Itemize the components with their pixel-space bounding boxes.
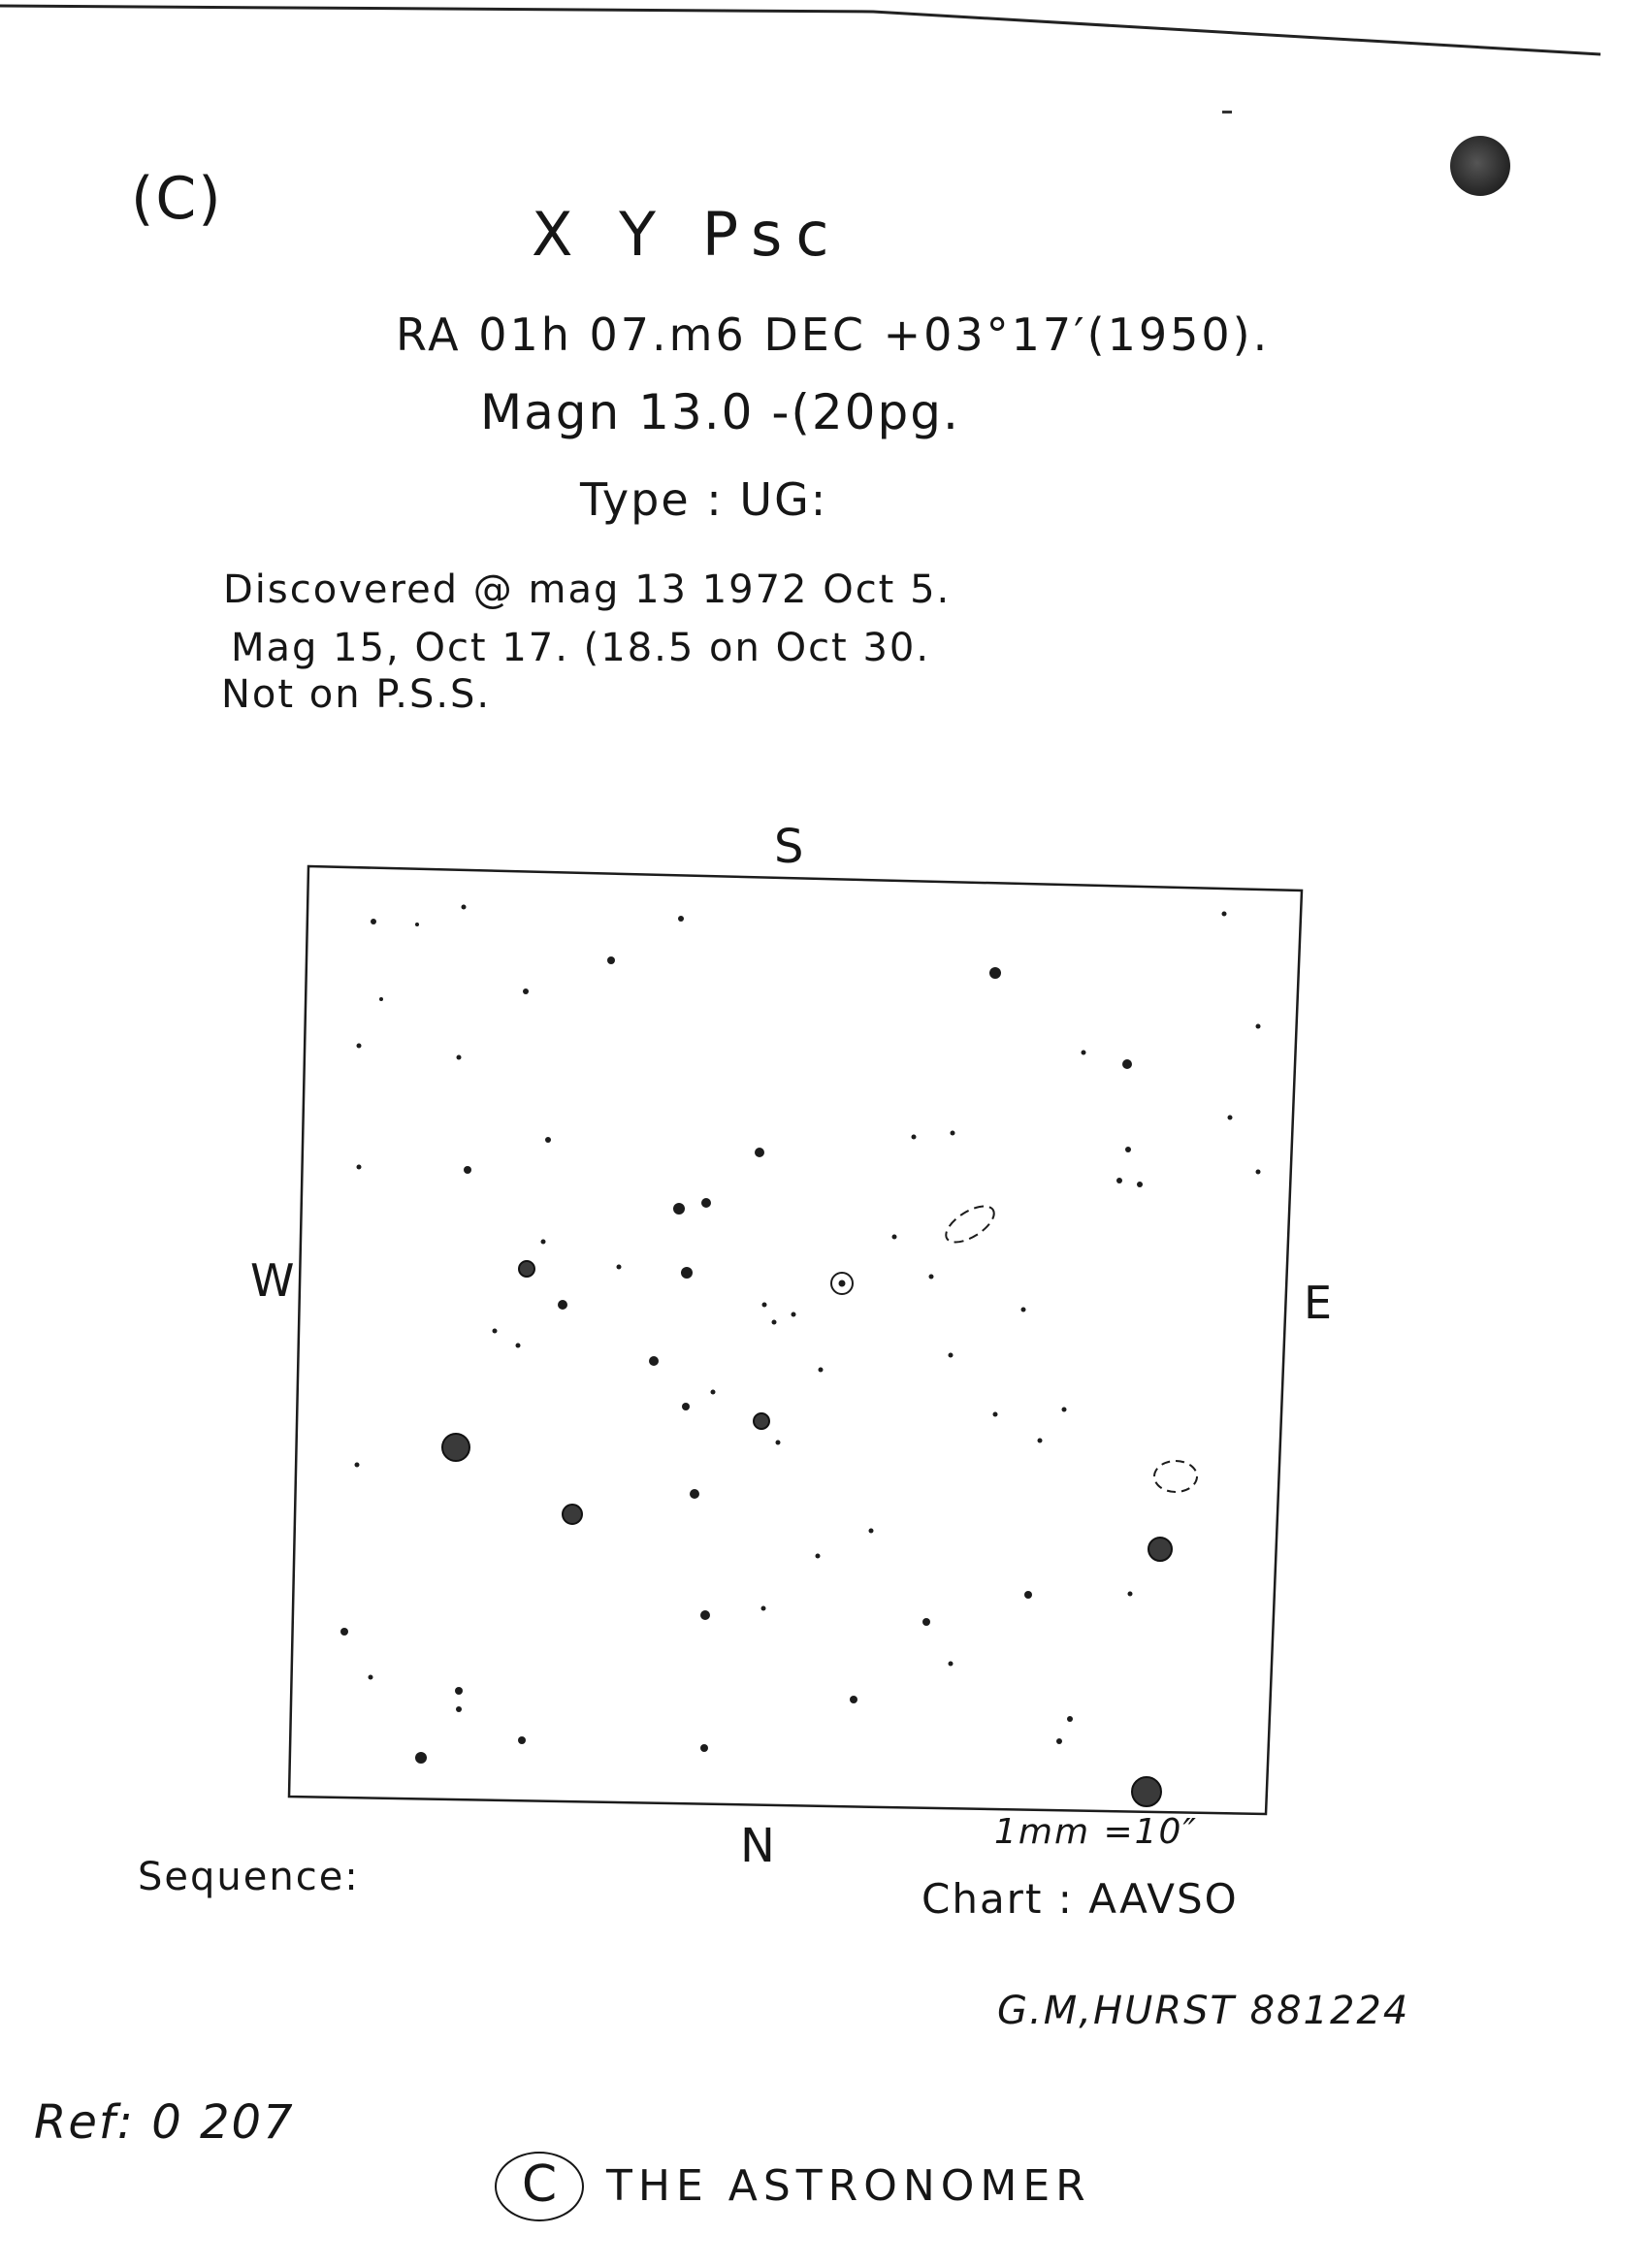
field-star (776, 1441, 781, 1445)
field-star (558, 1300, 567, 1310)
field-star (519, 1261, 534, 1277)
field-star (379, 997, 383, 1001)
field-star (1122, 1059, 1132, 1069)
section-label: (C) (131, 165, 223, 233)
magnitude-range: Magn 13.0 -(20pg. (480, 384, 960, 440)
field-star (1148, 1538, 1172, 1561)
field-star (681, 1267, 693, 1279)
field-star (922, 1618, 930, 1626)
field-star (754, 1413, 769, 1429)
sequence-label: Sequence: (138, 1855, 360, 1899)
field-star (1116, 1178, 1122, 1183)
field-star (1062, 1408, 1067, 1412)
copyright-text: THE ASTRONOMER (606, 2161, 1091, 2211)
comparison-ellipse (1154, 1461, 1197, 1492)
field-star (1067, 1716, 1073, 1722)
field-star (541, 1240, 546, 1245)
field-star (701, 1198, 711, 1208)
coordinates: RA 01h 07.m6 DEC +03°17′(1950). (396, 308, 1271, 361)
field-star (1125, 1147, 1131, 1152)
field-star (761, 1606, 766, 1611)
field-star (912, 1135, 917, 1140)
field-star (1256, 1170, 1261, 1175)
field-star (1228, 1116, 1233, 1120)
copyright-symbol: C (495, 2152, 584, 2221)
chart-scale: 1mm =10″ (994, 1812, 1198, 1852)
star-name: X Y Psc (532, 199, 843, 270)
field-star (493, 1329, 498, 1334)
field-star (415, 1752, 427, 1764)
field-star (682, 1403, 690, 1410)
field-star (1038, 1439, 1043, 1443)
direction-north: N (740, 1819, 777, 1873)
field-star (711, 1390, 716, 1395)
field-star (1222, 912, 1227, 917)
comparison-ellipse (940, 1199, 999, 1249)
field-star (369, 1675, 373, 1680)
field-star (617, 1265, 622, 1270)
field-star (951, 1131, 955, 1136)
field-star (563, 1505, 582, 1524)
field-star (649, 1356, 659, 1366)
field-star (700, 1610, 710, 1620)
field-star (772, 1320, 777, 1325)
discovery-note-1: Discovered @ mag 13 1972 Oct 5. (223, 567, 952, 612)
discovery-note-2: Mag 15, Oct 17. (18.5 on Oct 30. (231, 626, 931, 670)
field-star (792, 1312, 796, 1317)
field-star (462, 905, 467, 910)
field-star (929, 1275, 934, 1280)
star-field (340, 905, 1261, 1807)
field-star (819, 1368, 824, 1373)
discovery-note-3: Not on P.S.S. (221, 672, 492, 717)
variable-marks (831, 1199, 1197, 1492)
field-star (607, 956, 615, 964)
field-star (1056, 1738, 1062, 1744)
field-star (700, 1744, 708, 1752)
field-star (415, 923, 419, 926)
field-star (1024, 1591, 1032, 1599)
chart-frame (289, 866, 1302, 1814)
direction-west: W (250, 1254, 297, 1307)
field-star (464, 1166, 471, 1174)
field-star (1082, 1051, 1086, 1055)
field-star (516, 1344, 521, 1348)
direction-east: E (1304, 1277, 1335, 1329)
field-star (1132, 1777, 1161, 1806)
field-star (892, 1235, 897, 1240)
field-star (1256, 1024, 1261, 1029)
field-star (673, 1203, 685, 1215)
field-star (355, 1463, 360, 1468)
variable-type: Type : UG: (580, 473, 828, 526)
field-star (371, 919, 376, 924)
field-star (455, 1687, 463, 1695)
field-star (357, 1165, 362, 1170)
field-star (949, 1353, 954, 1358)
field-star (457, 1055, 462, 1060)
field-star (762, 1303, 767, 1308)
reference-number: Ref: 0 207 (34, 2095, 295, 2150)
field-star (678, 916, 684, 922)
field-star (690, 1489, 699, 1499)
field-star (523, 988, 529, 994)
observer-signature: G.M,HURST 881224 (997, 1989, 1410, 2033)
field-star (869, 1529, 874, 1534)
field-star (993, 1412, 998, 1417)
field-star (357, 1044, 362, 1049)
field-star (1128, 1592, 1133, 1597)
field-star (850, 1696, 857, 1703)
field-star (949, 1662, 954, 1667)
field-star (545, 1137, 551, 1143)
field-star (989, 967, 1001, 979)
field-star (340, 1628, 348, 1636)
field-star (1021, 1308, 1026, 1312)
field-star (755, 1148, 764, 1157)
field-star (456, 1706, 462, 1712)
field-star (816, 1554, 821, 1559)
field-star (1137, 1182, 1143, 1187)
direction-south: S (774, 820, 806, 874)
field-star (442, 1434, 469, 1461)
field-star (518, 1736, 526, 1744)
chart-source: Chart : AAVSO (922, 1875, 1239, 1923)
